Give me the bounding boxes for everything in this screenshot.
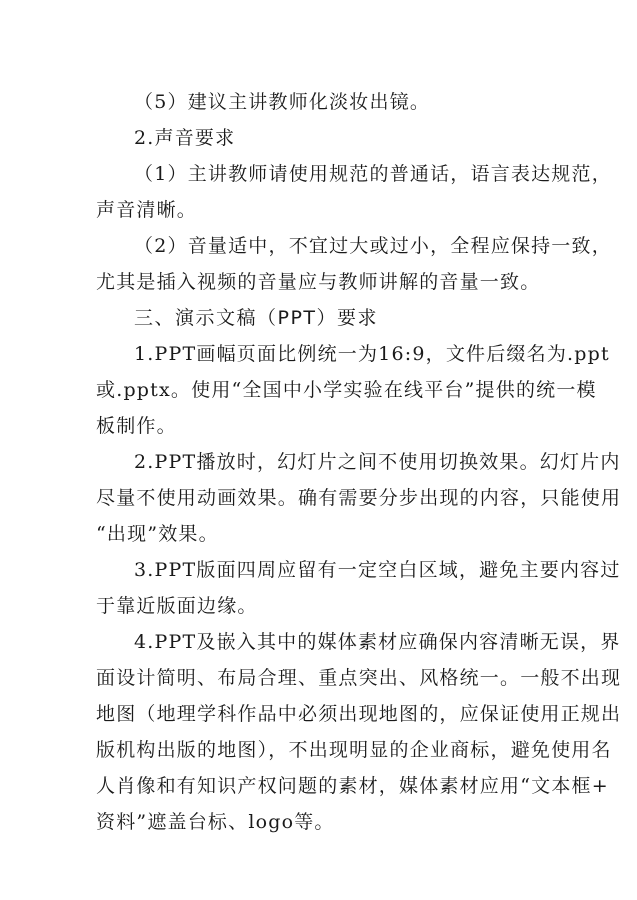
text-line: 于靠近版面边缘。	[96, 595, 258, 617]
text-line: 声音清晰。	[96, 199, 198, 221]
text-line: 地图（地理学科作品中必须出现地图的，应保证使用正规出	[96, 703, 622, 725]
text-line: 1.PPT画幅页面比例统一为16:9，文件后缀名为.ppt	[134, 343, 610, 365]
sound-item-1	[96, 156, 612, 228]
text-line: 板制作。	[96, 415, 177, 437]
text-line: （5）建议主讲教师化淡妆出镜。	[134, 91, 431, 113]
text-line: 版机构出版的地图），不出现明显的企业商标，避免使用名	[96, 739, 612, 761]
ppt-item-4	[96, 624, 622, 840]
text-line: 尽量不使用动画效果。确有需要分步出现的内容，只能使用	[96, 487, 622, 509]
text-line: 或.pptx。使用“全国中小学实验在线平台”提供的统一模	[96, 379, 597, 401]
sound-item-2	[96, 228, 612, 300]
text-line: 2.PPT播放时，幻灯片之间不使用切换效果。幻灯片内	[134, 451, 621, 473]
text-line: 2.声音要求	[134, 127, 236, 149]
text-line: 尤其是插入视频的音量应与教师讲解的音量一致。	[96, 271, 541, 293]
text-line: （2）音量适中，不宜过大或过小，全程应保持一致，	[134, 235, 612, 257]
section-heading: 三、演示文稿（PPT）要求	[134, 307, 379, 329]
ppt-item-1	[96, 336, 610, 444]
text-line: 4.PPT及嵌入其中的媒体素材应确保内容清晰无误，界	[134, 631, 621, 653]
section-3-heading	[96, 300, 548, 336]
text-line: （1）主讲教师请使用规范的普通话，语言表达规范，	[134, 163, 612, 185]
ppt-item-2	[96, 444, 622, 552]
ppt-item-3	[96, 552, 621, 624]
subheading-sound-requirements	[96, 120, 548, 156]
item-5-makeup	[96, 84, 548, 120]
text-line: 资料”遮盖台标、logo等。	[96, 811, 335, 833]
text-line: 人肖像和有知识产权问题的素材，媒体素材应用“文本框+	[96, 775, 609, 797]
text-line: 面设计简明、布局合理、重点突出、风格统一。一般不出现	[96, 667, 622, 689]
text-line: 3.PPT版面四周应留有一定空白区域，避免主要内容过	[134, 559, 621, 581]
text-line: “出现”效果。	[96, 523, 219, 545]
